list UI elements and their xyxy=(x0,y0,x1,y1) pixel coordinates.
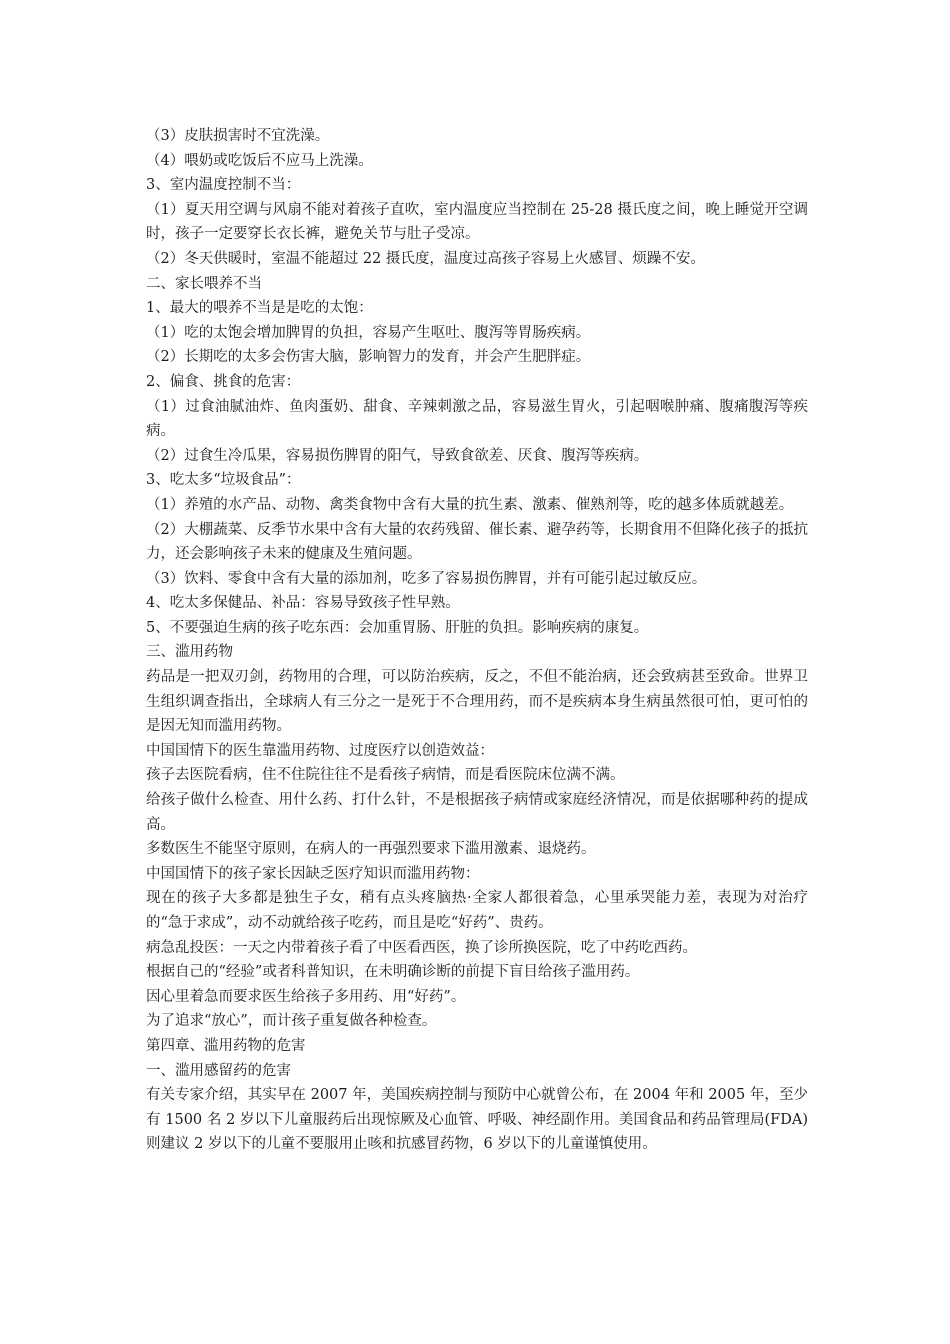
paragraph: 5、不要强迫生病的孩子吃东西：会加重胃肠、肝脏的负担。影响疾病的康复。 xyxy=(146,619,649,636)
paragraph: （2）长期吃的太多会伤害大脑，影响智力的发育，并会产生肥胖症。 xyxy=(146,349,591,366)
paragraph: （1）养殖的水产品、动物、禽类食物中含有大量的抗生素、激素、催熟剂等，吃的越多体质就越差。 xyxy=(146,496,794,513)
paragraph: 因心里着急而要求医生给孩子多用药、用“好药”。 xyxy=(146,988,466,1005)
chapter-heading: 第四章、滥用药物的危害 xyxy=(146,1037,306,1054)
paragraph: 孩子去医院看病，住不住院往往不是看孩子病情，而是看医院床位满不满。 xyxy=(146,767,625,784)
paragraph: 4、吃太多保健品、补品：容易导致孩子性早熟。 xyxy=(146,595,460,612)
paragraph: （2）过食生冷瓜果，容易损伤脾胃的阳气，导致食欲差、厌食、腹泻等疾病。 xyxy=(146,447,649,464)
paragraph: 2、偏食、挑食的危害： xyxy=(146,373,301,390)
paragraph: 中国国情下的孩子家长因缺乏医疗知识而滥用药物： xyxy=(146,865,480,882)
paragraph: 3、吃太多“垃圾食品”： xyxy=(146,472,301,489)
paragraph: 1、最大的喂养不当是是吃的太饱： xyxy=(146,300,373,317)
paragraph: （1）夏天用空调与风扇不能对着孩子直吹，室内温度应当控制在 25-28 摄氏度之间，晚上睡觉开空调时，孩子一定要穿长衣长裤，避免关节与肚子受凉。 xyxy=(146,201,808,243)
paragraph: 3、室内温度控制不当： xyxy=(146,177,301,194)
section-heading: 二、家长喂养不当 xyxy=(146,275,262,292)
section-heading: 一、滥用感留药的危害 xyxy=(146,1062,291,1079)
paragraph: 根据自己的“经验”或者科普知识，在未明确诊断的前提下盲目给孩子滥用药。 xyxy=(146,964,640,981)
paragraph: 药品是一把双刃剑，药物用的合理，可以防治疾病，反之，不但不能治病，还会致病甚至致命。世界卫生组织调查指出，全球病人有三分之一是死于不合理用药，而不是疾病本身生病虽然很可怕，更可怕的是因无知而滥用药物。 xyxy=(146,669,808,735)
paragraph: 中国国情下的医生靠滥用药物、过度医疗以创造效益： xyxy=(146,742,494,759)
paragraph: （1）过食油腻油炸、鱼肉蛋奶、甜食、辛辣刺激之品，容易滋生胃火，引起咽喉肿痛、腹痛腹泻等疾病。 xyxy=(146,398,808,440)
paragraph: 为了追求“放心”，而计孩子重复做各种检查。 xyxy=(146,1013,437,1030)
paragraph: 给孩子做什么检查、用什么药、打什么针，不是根据孩子病情或家庭经济情况，而是依据哪种药的提成高。 xyxy=(146,792,808,833)
paragraph: （4）喂奶或吃饭后不应马上洗澡。 xyxy=(146,152,373,169)
paragraph: 现在的孩子大多都是独生子女，稍有点头疼脑热·全家人都很着急，心里承哭能力差，表现为对治疗的“急于求成”，动不动就给孩子吃药，而且是吃“好药”、贵药。 xyxy=(146,890,808,931)
paragraph: （3）饮料、零食中含有大量的添加剂，吃多了容易损伤脾胃，并有可能引起过敏反应。 xyxy=(146,570,707,587)
document-body xyxy=(146,124,808,1157)
paragraph: 多数医生不能坚守原则，在病人的一再强烈要求下滥用激素、退烧药。 xyxy=(146,841,596,858)
paragraph: （3）皮肤损害时不宜洗澡。 xyxy=(146,128,330,144)
paragraph: （2）冬天供暖时，室温不能超过 22 摄氏度，温度过高孩子容易上火感冒、烦躁不安。 xyxy=(146,250,705,267)
paragraph: 有关专家介绍，其实早在 2007 年，美国疾病控制与预防中心就曾公布，在 2004 年和 2005 年，至少有 1500 名 2 岁以下儿童服药后出现惊厥及心血管、呼吸、神经副作用。美国食品和药品管理局(FDA)则建议 2 岁以下的儿童不要服用止咳和抗感冒药物，6 岁以下的儿童谨慎使用。 xyxy=(146,1087,808,1153)
paragraph: （2）大棚蔬菜、反季节水果中含有大量的农药残留、催长素、避孕药等，长期食用不但降化孩子的抵抗力，还会影响孩子未来的健康及生殖问题。 xyxy=(146,521,808,563)
paragraph: 病急乱投医：一天之内带着孩子看了中医看西医，换了诊所换医院，吃了中药吃西药。 xyxy=(146,939,697,956)
paragraph: （1）吃的太饱会增加脾胃的负担，容易产生呕吐、腹泻等胃肠疾病。 xyxy=(146,324,591,341)
section-heading: 三、滥用药物 xyxy=(146,644,233,661)
